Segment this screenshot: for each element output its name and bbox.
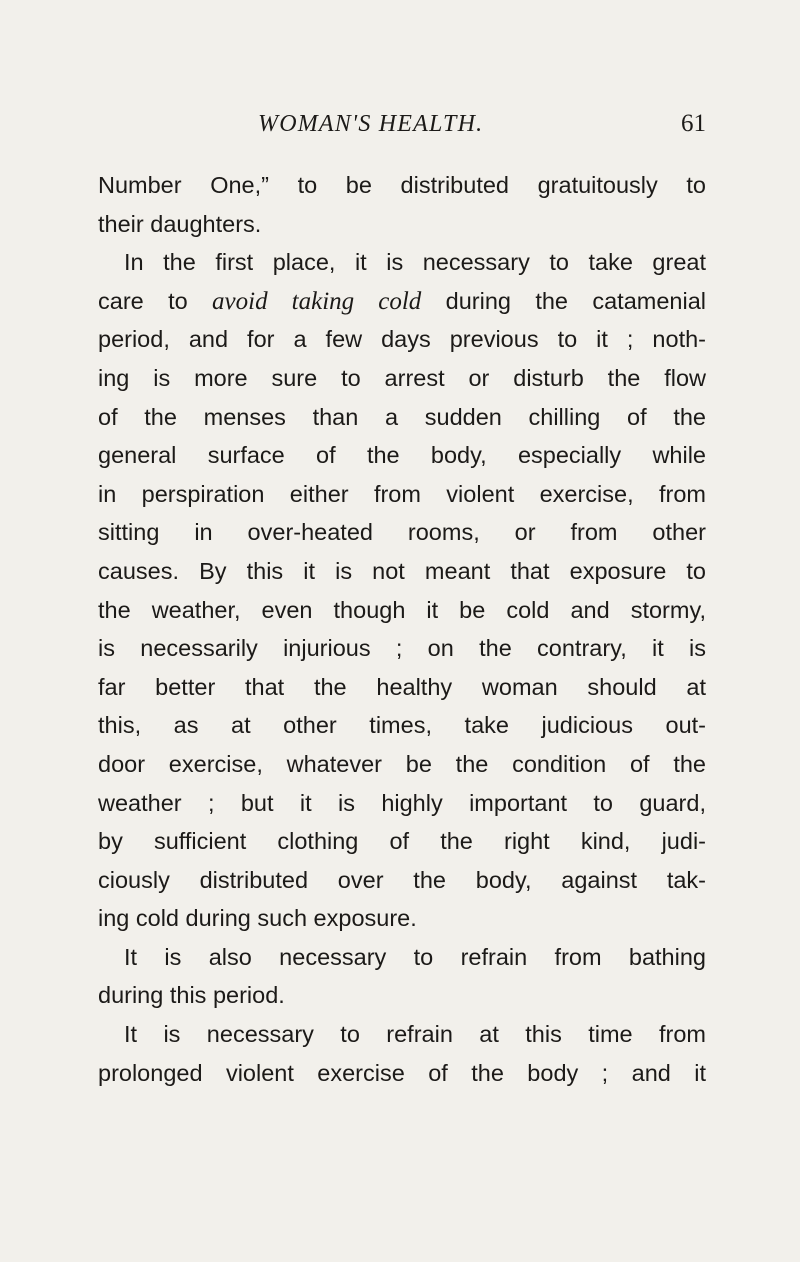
text-segment: during the catamenial <box>421 287 706 314</box>
text-line: in perspiration either from violent exercise, from <box>98 480 706 507</box>
text-line: door exercise, whatever be the condition of the <box>98 750 706 777</box>
body-text <box>98 166 706 1092</box>
text-line: sitting in over-heated rooms, or from other <box>98 519 706 546</box>
page-number: 61 <box>681 110 706 137</box>
text-line: the weather, even though it be cold and stormy, <box>98 596 706 623</box>
text-line: prolonged violent exercise of the body ; and it <box>98 1059 706 1086</box>
text-line: ing is more sure to arrest or disturb the flow <box>98 364 706 391</box>
running-title: WOMAN'S HEALTH. <box>258 111 484 137</box>
text-line: by sufficient clothing of the right kind, judi- <box>98 828 706 855</box>
text-line: during this period. <box>98 982 285 1009</box>
text-line: their daughters. <box>98 210 262 237</box>
text-line: It is necessary to refrain at this time from <box>124 1021 706 1048</box>
text-line: general surface of the body, especially while <box>98 442 706 469</box>
text-line: far better that the healthy woman should at <box>98 673 706 700</box>
text-line: is necessarily injurious ; on the contrary, it is <box>98 635 706 662</box>
text-line: weather ; but it is highly important to guard, <box>98 789 706 816</box>
text-line: ing cold during such exposure. <box>98 905 417 932</box>
text-line: In the first place, it is necessary to take great <box>124 249 706 276</box>
text-line: period, and for a few days previous to it ; noth- <box>98 326 706 353</box>
text-line: this, as at other times, take judicious out- <box>98 712 706 739</box>
emphasized-phrase: avoid taking cold <box>212 287 422 315</box>
text-line: It is also necessary to refrain from bathing <box>124 943 706 970</box>
running-head <box>98 107 706 141</box>
text-line: of the menses than a sudden chilling of the <box>98 403 706 430</box>
text-line-with-emphasis <box>98 282 706 321</box>
text-line: Number One,” to be distributed gratuitously to <box>98 172 706 198</box>
text-line: causes. By this it is not meant that exposure to <box>98 557 706 584</box>
text-line: ciously distributed over the body, against tak- <box>98 866 706 893</box>
text-segment: care to <box>98 287 213 314</box>
